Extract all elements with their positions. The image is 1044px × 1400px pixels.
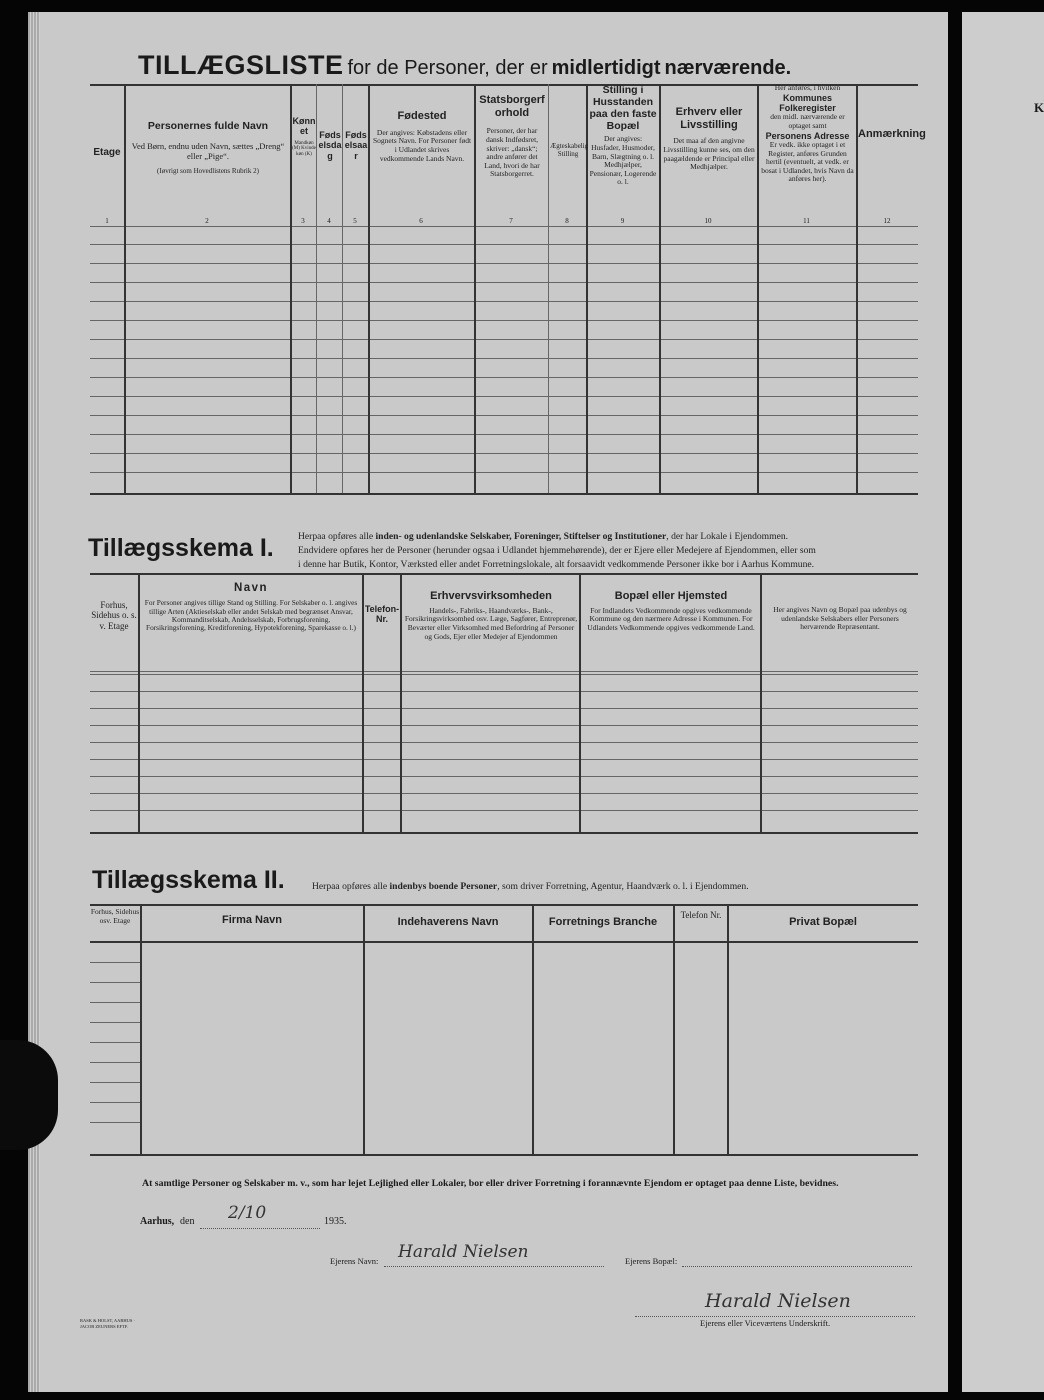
page-edge (28, 12, 40, 1392)
s2-col-phone-header: Telefon Nr. (680, 910, 722, 920)
owner-name-line (384, 1266, 604, 1267)
col-birthday-header: Fødselsdag (318, 130, 342, 161)
place-label: Aarhus, (140, 1216, 175, 1227)
s1-col-representative-header: Her angives Navn og Bopæl paa udenbys og udenlandske Selskabers eller Personers herværende Repræsentant. (773, 605, 907, 632)
col-marital-header: Ægteskabelig Stilling (550, 142, 589, 159)
col-etage-header: Etage (93, 147, 121, 158)
col-number: 3 (301, 217, 305, 225)
col-number: 7 (509, 217, 513, 225)
owner-name-handwritten: Harald Nielsen (398, 1242, 529, 1262)
col-number: 2 (205, 217, 209, 225)
binding-tab (0, 1040, 58, 1150)
col-number: 1 (105, 217, 109, 225)
col-occupation-header: Erhverv eller Livsstilling Det maa af den angivne Livsstilling kunne ses, om den paagældende er Principal eller Medhjælper. (663, 106, 755, 172)
col-citizenship-header: Statsborgerforhold Personer, der har dansk Indfødsret, skriver: „dansk“; andre anfører det Land, hvori de har Statsborgerret. (479, 94, 545, 179)
col-number: 4 (327, 217, 331, 225)
col-birthplace-header: Fødested Der angives: Købstadens eller Sognets Navn. For Personer født i Udlandet skrives vedkommende Lands Navn. (372, 110, 472, 163)
date-den-label: den (180, 1216, 195, 1227)
skema1-title: Tillægsskema I. (88, 534, 274, 562)
signature-line (635, 1316, 915, 1317)
date-handwritten: 2/10 (228, 1203, 267, 1223)
s1-col-etage-header: Forhus, Sidehus o. s. v. Etage (91, 600, 137, 631)
s2-col-firm-header: Firma Navn (222, 914, 282, 926)
year-label: 1935. (324, 1216, 347, 1227)
date-line (200, 1228, 320, 1229)
col-remarks-header: Anmærkning (858, 128, 926, 140)
s2-col-owner-header: Indehaverens Navn (397, 916, 499, 928)
col-birthyear-header: Fødselsaar (344, 130, 368, 161)
s1-col-phone-header: Telefon-Nr. (364, 604, 400, 625)
signature-label: Ejerens eller Viceværtens Underskrift. (700, 1318, 831, 1328)
col-number: 5 (353, 217, 357, 225)
col-household-header: Stilling i Husstanden paa den faste Bopæl Der angives: Husfader, Husmoder, Barn, Slægtning o. l. Medhjælper, Pensionær, Logerende o. l. (589, 84, 657, 187)
col-number: 10 (704, 217, 712, 225)
signature-handwritten: Harald Nielsen (705, 1290, 851, 1312)
skema2-title: Tillægsskema II. (92, 866, 285, 894)
col-number: 8 (565, 217, 569, 225)
s2-col-private-header: Privat Bopæl (789, 916, 857, 928)
col-number: 9 (620, 217, 625, 225)
adjacent-page (962, 12, 1044, 1392)
owner-address-line (682, 1266, 912, 1267)
col-number: 11 (803, 217, 810, 225)
col-name-header: Personernes fulde Navn Ved Børn, endnu uden Navn, sættes „Dreng“ eller „Pige“. (Iøvrigt som Hovedlistens Rubrik 2) (131, 120, 285, 175)
adjacent-page-fragment: K (1034, 100, 1044, 115)
s2-col-branch-header: Forretnings Branche (548, 916, 658, 928)
printer-imprint: RASK & HOLST, AARHUS · JACOB ZEUNERS EFTF. (80, 1318, 136, 1330)
s2-col-etage-header: Forhus, Sidehus osv. Etage (90, 907, 140, 925)
col-number: 6 (419, 217, 423, 225)
owner-address-label: Ejerens Bopæl: (625, 1256, 678, 1266)
s1-col-name-header: Navn For Personer angives tillige Stand og Stilling. For Selskaber o. l. angives tillige Arten (Aktieselskab eller andet Selskab med begrænset Ansvar, Kommanditselskab, Andelsselskab, Forbrugsforening, Forsikringsforening, Kreditforening, Hypotekforening, Sparekasse o. l.) (144, 582, 358, 633)
col-register-header: Her anføres, i hvilken Kommunes Folkeregister den midl. nærværende er optaget samt Personens Adresse Er vedk. ikke optaget i et Register, anføres Grunden hertil (eventuelt, at vedk. er bosat i Udlandet, hvis Navn da anføres her). (761, 83, 854, 184)
col-sex-header: Kønnet Mandkøn (M) Kvindekøn (K) (292, 116, 316, 158)
s1-col-business-header: Erhvervsvirksomheden Handels-, Fabriks-, Haandværks-, Bank-, Forsikringsvirksomhed osv. Læge, Sagfører, Entreprenør, Beværter eller Virksomhed med Befordring af Personer og Gods, Ejer eller Medejer af Ejendommen (404, 590, 578, 641)
skema2-intro: Herpaa opføres alle indenbys boende Personer, som driver Forretning, Agentur, Haandværk o. l. i Ejendommen. (312, 881, 749, 892)
main-title: TILLÆGSLISTE for de Personer, der er midlertidigt nærværende. (138, 50, 792, 80)
col-number: 12 (883, 217, 891, 225)
s1-col-residence-header: Bopæl eller Hjemsted For Indlandets Vedkommende opgives vedkommende Kommune og den nærmere Adresse i Kommunen. For Udlandets Vedkommende opgives vedkommende Land. (587, 590, 755, 632)
certification-text: At samtlige Personer og Selskaber m. v., som har lejet Lejlighed eller Lokaler, bor eller driver Forretning i forannævnte Ejendom er optaget paa denne Liste, bevidnes. (142, 1178, 839, 1189)
owner-name-label: Ejerens Navn: (330, 1256, 379, 1266)
skema1-intro: Herpaa opføres alle inden- og udenlandske Selskaber, Foreninger, Stiftelser og Institutioner, der har Lokale i Ejendommen. Endvidere opføres her de Personer (herunder ogsaa i Udlandet hjemmehørende), der er Ejere eller Medejere af Ejendommen, eller som i denne har Butik, Kontor, Værksted eller andet Forretningslokale, alt forsaavidt vedkommende Personer ikke bor i Aarhus Kommune. (298, 531, 816, 570)
